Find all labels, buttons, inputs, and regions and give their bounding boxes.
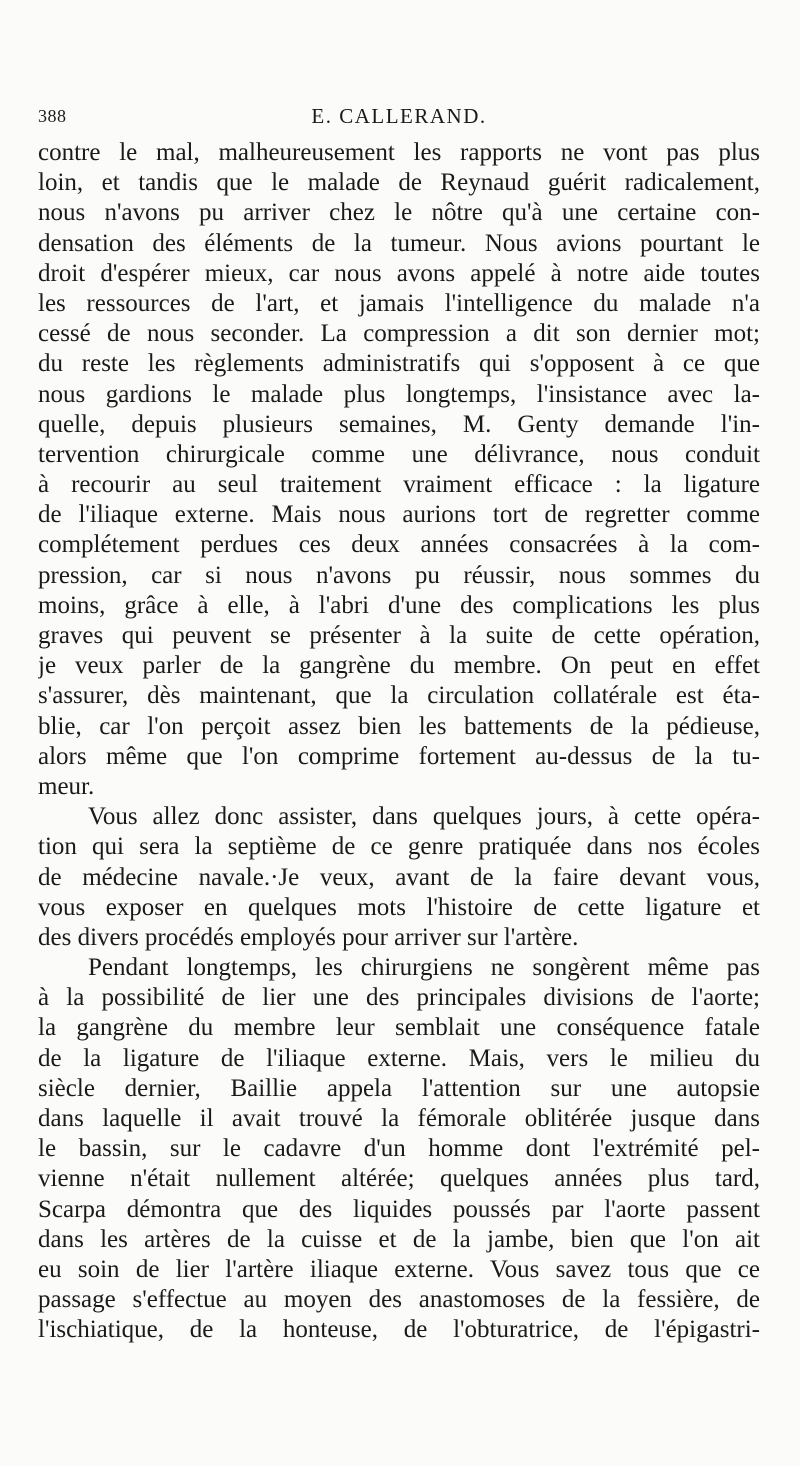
text-line: eu soin de lier l'artère iliaque externe. Vous savez tous que ce: [38, 1255, 760, 1283]
text-line: de médecine navale.·Je veux, avant de la faire devant vous,: [38, 863, 760, 891]
text-line: dans laquelle il avait trouvé la fémorale oblitérée jusque dans: [38, 1105, 760, 1132]
text-line: s'assurer, dès maintenant, que la circulation collatérale est éta-: [38, 682, 760, 710]
text-line: de la ligature de l'iliaque externe. Mais, vers le milieu du: [38, 1044, 760, 1072]
text-line: passage s'effectue au moyen des anastomoses de la fessière, de: [38, 1286, 760, 1314]
page-number: 388: [38, 106, 67, 126]
text-line: du reste les règlements administratifs qui s'opposent à ce que: [38, 350, 760, 378]
text-line: densation des éléments de la tumeur. Nous avions pourtant le: [38, 229, 760, 257]
running-head: E. CALLERAND.: [311, 104, 487, 128]
text-line: je veux parler de la gangrène du membre. On peut en effet: [38, 652, 760, 680]
text-line: alors même que l'on comprime fortement au-dessus de la tu-: [38, 742, 760, 770]
text-line: graves qui peuvent se présenter à la suite de cette opération,: [38, 622, 760, 649]
text-line: loin, et tandis que le malade de Reynaud guérit radicalement,: [38, 169, 760, 197]
text-line: blie, car l'on perçoit assez bien les battements de la pédieuse,: [38, 712, 760, 740]
text-line: vienne n'était nullement altérée; quelques années plus tard,: [38, 1165, 760, 1193]
text-line: dans les artères de la cuisse et de la jambe, bien que l'on ait: [38, 1225, 760, 1253]
text-line: de l'iliaque externe. Mais nous aurions tort de regretter comme: [38, 501, 760, 529]
text-line: pression, car si nous n'avons pu réussir, nous sommes du: [38, 561, 760, 589]
text-line: contre le mal, malheureusement les rapports ne vont pas plus: [38, 139, 760, 166]
text-line: siècle dernier, Baillie appela l'attention sur une autopsie: [38, 1074, 760, 1102]
body-text: [38, 138, 760, 1346]
text-line: vous exposer en quelques mots l'histoire de cette ligature et: [38, 893, 760, 921]
text-line: tervention chirurgicale comme une délivrance, nous conduit: [38, 440, 760, 468]
text-line: droit d'espérer mieux, car nous avons appelé à notre aide toutes: [38, 259, 760, 287]
text-line: Scarpa démontra que des liquides poussés par l'aorte passent: [38, 1195, 760, 1223]
text-line: nous n'avons pu arriver chez le nôtre qu'à une certaine con-: [38, 199, 760, 227]
text-line: Pendant longtemps, les chirurgiens ne songèrent même pas: [88, 954, 760, 982]
text-line: les ressources de l'art, et jamais l'intelligence du malade n'a: [38, 289, 760, 317]
text-line: tion qui sera la septième de ce genre pratiquée dans nos écoles: [38, 833, 760, 861]
text-line: à la possibilité de lier une des principales divisions de l'aorte;: [38, 984, 760, 1012]
text-line: à recourir au seul traitement vraiment efficace : la ligature: [38, 471, 760, 499]
text-line: quelle, depuis plusieurs semaines, M. Genty demande l'in-: [38, 410, 760, 438]
text-line: des divers procédés employés pour arriver sur l'artère.: [38, 923, 579, 951]
text-line: l'ischiatique, de la honteuse, de l'obturatrice, de l'épigastri-: [38, 1316, 760, 1344]
page-header: [38, 98, 760, 138]
text-line: cessé de nous seconder. La compression a dit son dernier mot;: [38, 320, 760, 348]
text-line: complétement perdues ces deux années consacrées à la com-: [38, 531, 760, 559]
text-line: la gangrène du membre leur semblait une conséquence fatale: [38, 1014, 760, 1042]
text-line: le bassin, sur le cadavre d'un homme dont l'extrémité pel-: [38, 1135, 760, 1163]
text-line: Vous allez donc assister, dans quelques jours, à cette opéra-: [88, 803, 760, 831]
text-line: nous gardions le malade plus longtemps, l'insistance avec la-: [38, 380, 760, 408]
text-line: meur.: [38, 772, 95, 800]
text-line: moins, grâce à elle, à l'abri d'une des complications les plus: [38, 591, 760, 619]
